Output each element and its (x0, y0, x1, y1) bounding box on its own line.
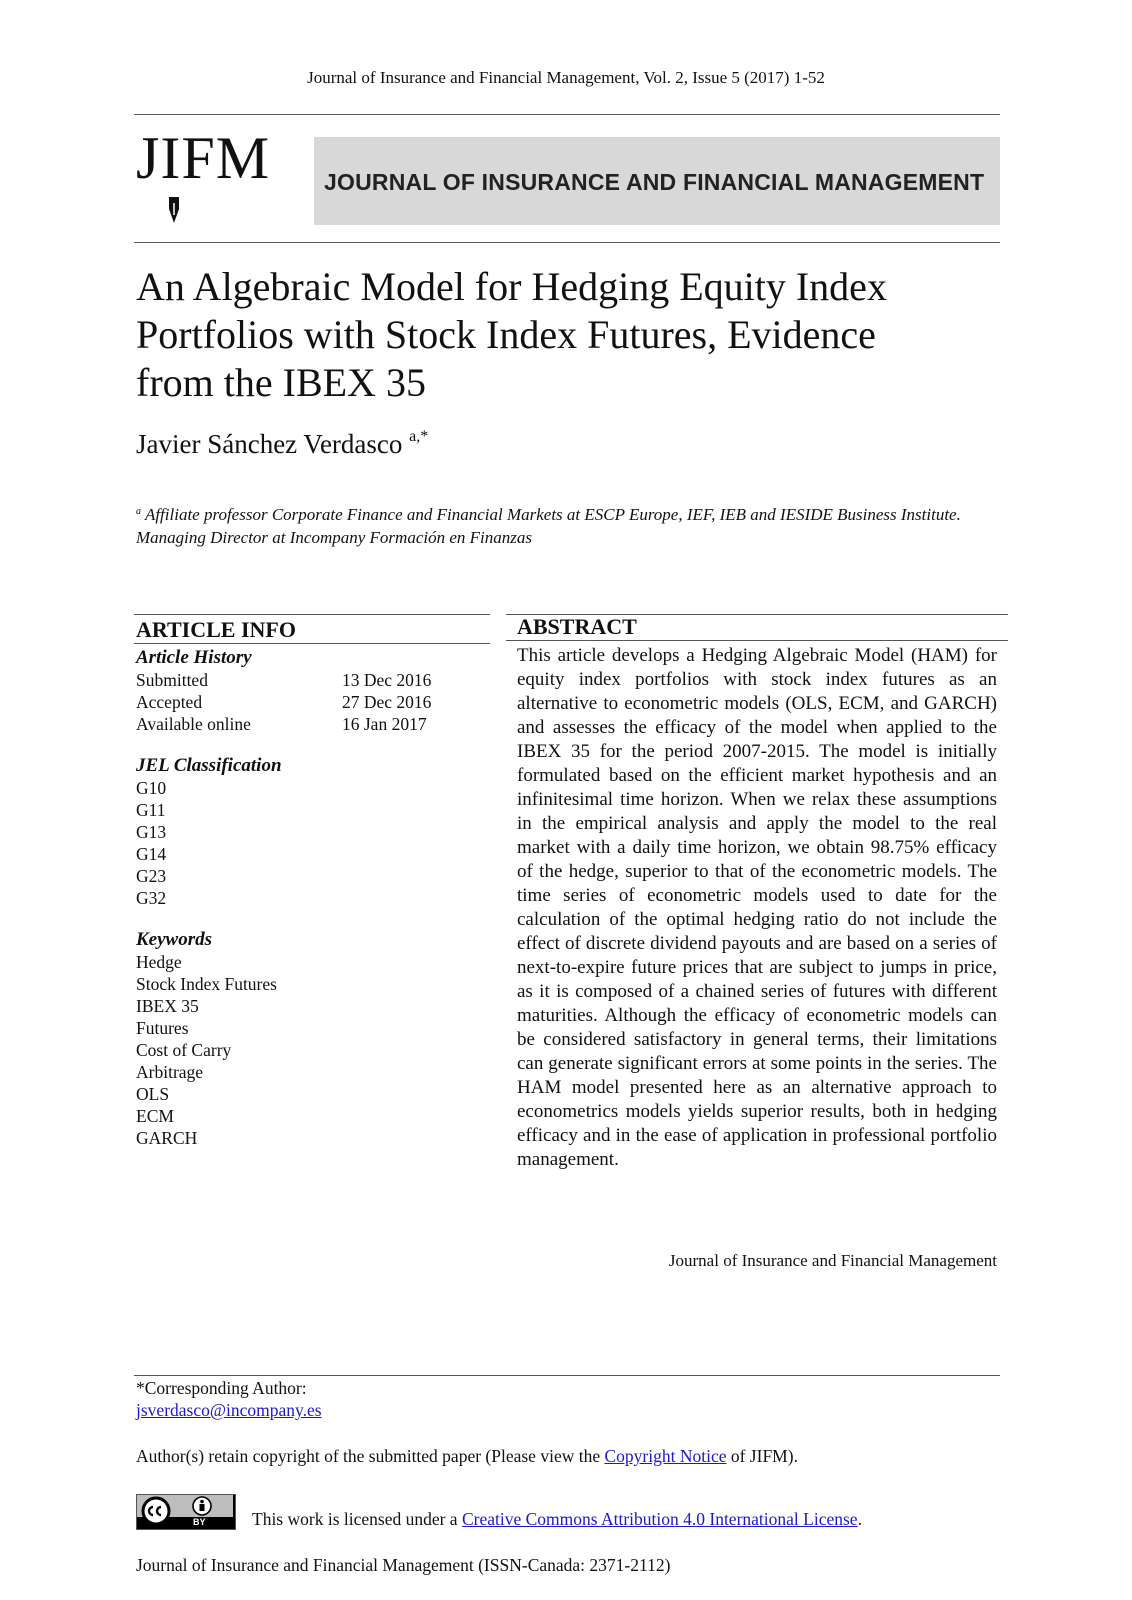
journal-banner-text: JOURNAL OF INSURANCE AND FINANCIAL MANAGEMENT (324, 169, 985, 195)
history-row (136, 691, 476, 713)
journal-logo: JIFM (136, 125, 271, 191)
author-name: Javier Sánchez Verdasco (136, 429, 403, 459)
abstract-signature: Journal of Insurance and Financial Management (668, 1251, 997, 1270)
copyright-suffix: of JIFM). (726, 1446, 798, 1466)
license-line (252, 1509, 862, 1530)
jel-code: G32 (136, 888, 167, 908)
keyword: Arbitrage (136, 1062, 204, 1082)
cc-by-license-badge[interactable] (136, 1494, 236, 1530)
jel-list (136, 777, 476, 909)
info-rule-top (134, 614, 490, 615)
keyword: Stock Index Futures (136, 974, 277, 994)
keywords-list (136, 951, 476, 1149)
history-date: 16 Jan 2017 (342, 714, 427, 734)
info-rule-bottom (134, 643, 490, 644)
affiliation-mark: a (136, 506, 141, 517)
affiliation-text: Affiliate professor Corporate Finance and Financial Markets at ESCP Europe, IEF, IEB and IESIDE Business Institute. Managing Director at Incompany Formación en Finanzas (136, 505, 961, 547)
keyword: Hedge (136, 952, 182, 972)
license-prefix: This work is licensed under a (252, 1509, 462, 1529)
history-label: Accepted (136, 692, 203, 712)
keyword: GARCH (136, 1128, 198, 1148)
jel-code: G11 (136, 800, 166, 820)
keyword: Futures (136, 1018, 189, 1038)
abstract-rule-bottom (506, 640, 1008, 641)
history-date: 13 Dec 2016 (342, 670, 432, 690)
jel-code: G13 (136, 822, 167, 842)
history-row (136, 669, 476, 691)
abstract-heading: ABSTRACT (517, 614, 637, 639)
article-info-panel (136, 647, 476, 1149)
attribution-person-icon (191, 1496, 213, 1516)
history-row (136, 713, 476, 735)
keyword: Cost of Carry (136, 1040, 232, 1060)
header-rule-bottom (134, 242, 1000, 243)
copyright-notice-link[interactable]: Copyright Notice (604, 1446, 727, 1466)
paper-title: An Algebraic Model for Hedging Equity Index Portfolios with Stock Index Futures, Evidence from the IBEX 35 (136, 264, 887, 405)
license-link[interactable]: Creative Commons Attribution 4.0 International License (461, 1509, 858, 1529)
keyword: IBEX 35 (136, 996, 199, 1016)
issn-footer: Journal of Insurance and Financial Management (ISSN-Canada: 2371-2112) (136, 1555, 671, 1575)
jel-heading: JEL Classification (136, 755, 282, 776)
author-marks: a,* (409, 428, 429, 445)
license-suffix: . (857, 1509, 862, 1529)
jel-code: G10 (136, 778, 167, 798)
journal-banner (314, 137, 1000, 225)
footer-rule (134, 1375, 1000, 1376)
history-date: 27 Dec 2016 (342, 692, 432, 712)
corresponding-email-link[interactable]: jsverdasco@incompany.es (136, 1400, 322, 1420)
cc-by-label: BY (193, 1517, 206, 1527)
keyword: ECM (136, 1106, 174, 1126)
article-info-heading: ARTICLE INFO (136, 617, 296, 642)
header-rule-top (134, 114, 1000, 115)
history-label: Available online (136, 714, 251, 734)
abstract-text: This article develops a Hedging Algebraic Model (HAM) for equity index portfolios with stock index futures as an alternative to econometric models (OLS, ECM, and GARCH) and assesses the efficacy of the model when applied to the IBEX 35 for the period 2007-2015. The model is initially formulated based on the efficient market hypothesis and an infinitesimal time horizon. When we relax these assumptions in the empirical analysis and apply the model to the real market with a daily time horizon, we obtain 98.75% efficacy of the hedge, superior to that of the econometric models. The time series of econometric models used to date for the calculation of the optimal hedging ratio do not include the effect of discrete dividend payouts and are based on a series of next-to-expire future prices that are subject to jumps in price, as it is composed of a chained series of futures with different maturities. Although the efficacy of econometric models can be considered satisfactory in general terms, their limitations can generate significant errors at some points in the series. The HAM model presented here as an alternative approach to econometrics models yields superior results, both in hedging efficacy and in the ease of application in professional portfolio management. (517, 645, 997, 1170)
history-list (136, 669, 476, 735)
history-label: Submitted (136, 670, 208, 690)
corresponding-author-label: *Corresponding Author: (136, 1378, 307, 1398)
jel-code: G14 (136, 844, 167, 864)
history-heading: Article History (136, 647, 252, 668)
keywords-heading: Keywords (136, 929, 212, 950)
copyright-line (136, 1446, 798, 1467)
running-head: Journal of Insurance and Financial Management, Vol. 2, Issue 5 (2017) 1-52 (307, 68, 825, 87)
affiliation (136, 500, 1006, 549)
pen-nib-icon (167, 197, 181, 223)
jel-code: G23 (136, 866, 167, 886)
creative-commons-icon (139, 1496, 173, 1526)
author-line (136, 428, 428, 460)
keyword: OLS (136, 1084, 170, 1104)
copyright-prefix: Author(s) retain copyright of the submitted paper (Please view the (136, 1446, 605, 1466)
